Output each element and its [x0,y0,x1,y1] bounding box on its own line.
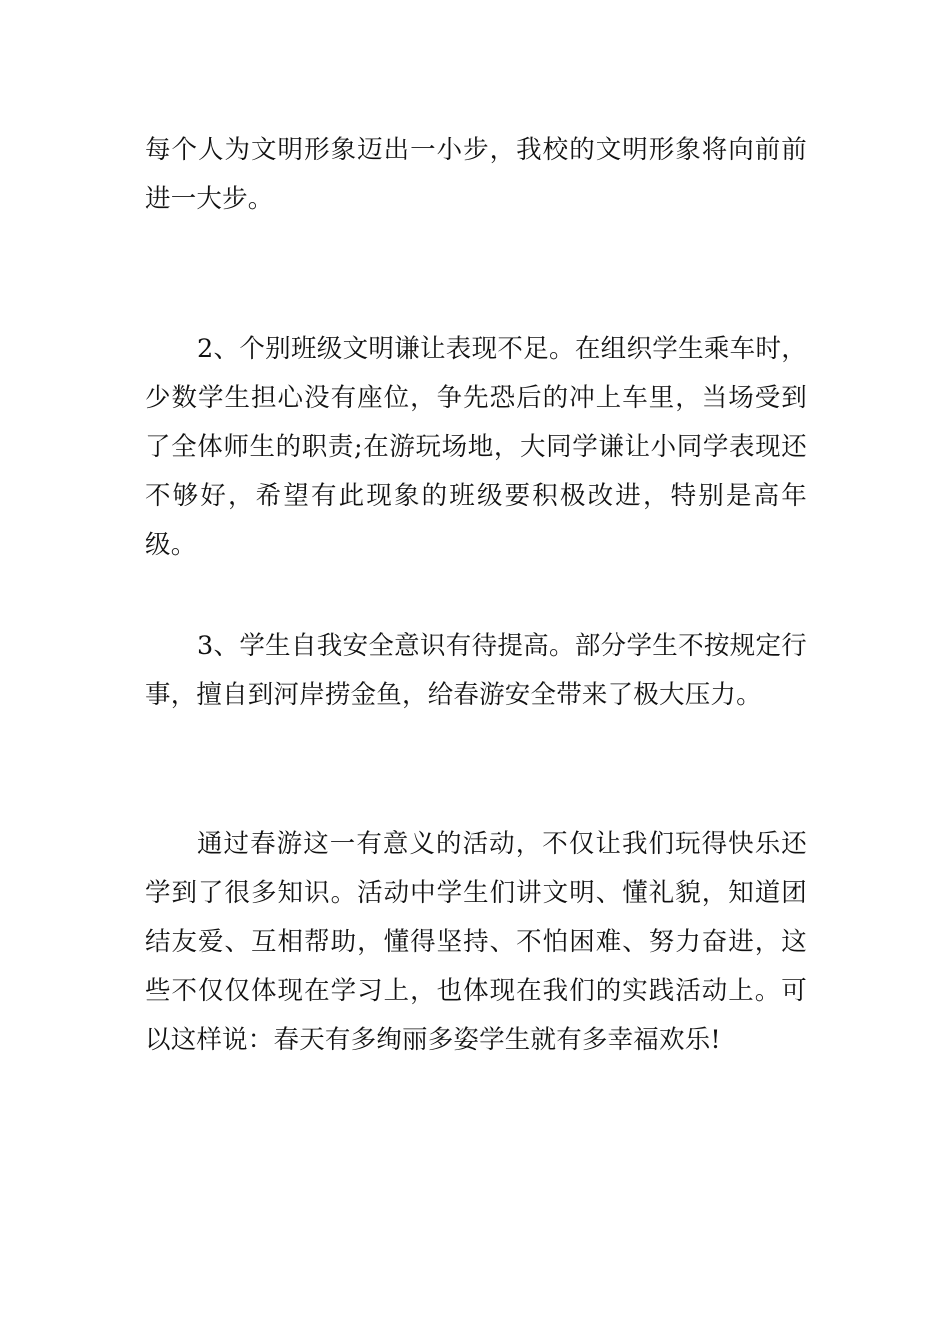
paragraph-conclusion: 通过春游这一有意义的活动，不仅让我们玩得快乐还学到了很多知识。活动中学生们讲文明、懂礼貌，知道团结友爱、互相帮助，懂得坚持、不怕困难、努力奋进，这些不仅仅体现在学习上，也体现在我们的实践活动上。可以这样说：春天有多绚丽多姿学生就有多幸福欢乐! [145,829,807,1055]
paragraph-point-2: 2、个别班级文明谦让表现不足。在组织学生乘车时，少数学生担心没有座位，争先恐后的冲上车里，当场受到了全体师生的职责;在游玩场地，大同学谦让小同学表现还不够好，希望有此现象的班级要积极改进，特别是高年级。 [145,334,807,560]
paragraph-point-3: 3、学生自我安全意识有待提高。部分学生不按规定行事，擅自到河岸捞金鱼，给春游安全带来了极大压力。 [145,631,807,710]
paragraph-continuation: 每个人为文明形象迈出一小步，我校的文明形象将向前前进一大步。 [145,135,807,214]
